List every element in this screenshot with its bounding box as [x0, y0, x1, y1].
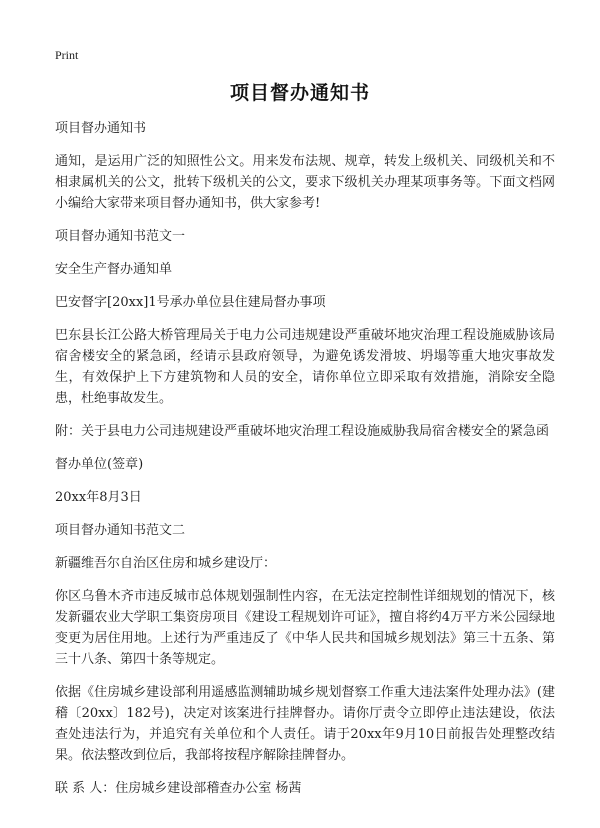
paragraph-contact: 联 系 人：住房城乡建设部稽查办公室 杨茜 [55, 781, 302, 796]
paragraph-subtitle: 项目督办通知书 [55, 121, 147, 136]
paragraph-violation: 你区乌鲁木齐市违反城市总体规划强制性内容，在无法定控制性详细规划的情况下，核发新疆农业大学职工集资房项目《建设工程规划许可证》，擅自将约4万平方米公园绿地变更为居住用地。上述行为严重违反了《中华人民共和国城乡规划法》第三十五条、第三十八条、第四十条等规定。 [55, 589, 555, 667]
paragraph-decision: 依据《住房城乡建设部利用遥感监测辅助城乡规划督察工作重大违法案件处理办法》(建稽〔20xx〕182号)，决定对该案进行挂牌督办。请你厅责令立即停止违法建设，依法查处违法行为，并追究有关单位和个人责任。请于20xx年9月10日前报告处理整改结果。依法整改到位后，我部将按程序解除挂牌督办。 [55, 685, 555, 763]
paragraph-attachment: 附：关于县电力公司违规建设严重破坏地灾治理工程设施威胁我局宿舍楼安全的紧急函 [55, 424, 550, 439]
paragraph-intro: 通知，是运用广泛的知照性公文。用来发布法规、规章，转发上级机关、同级机关和不相隶属机关的公文，批转下级机关的公文，要求下级机关办理某项事务等。下面文档网小编给大家带来项目督办通知书，供大家参考! [55, 154, 555, 211]
paragraph-notice-body: 巴东县长江公路大桥管理局关于电力公司违规建设严重破坏地灾治理工程设施威胁该局宿舍楼安全的紧急函，经请示县政府领导，为避免诱发滑坡、坍塌等重大地灾事故发生，有效保护上下方建筑物和人员的安全，请你单位立即采取有效措施，消除安全隐患，杜绝事故发生。 [55, 328, 555, 406]
paragraph-document-number: 巴安督字[20xx]1号承办单位县住建局督办事项 [55, 295, 326, 310]
paragraph-sample-one-heading: 项目督办通知书范文一 [55, 229, 186, 244]
page-title: 项目督办通知书 [229, 82, 370, 104]
print-link[interactable]: Print [55, 48, 79, 62]
paragraph-date: 20xx年8月3日 [55, 490, 142, 505]
paragraph-notice-title: 安全生产督办通知单 [55, 262, 173, 277]
paragraph-recipient: 新疆维吾尔自治区住房和城乡建设厅： [55, 556, 277, 571]
paragraph-sample-two-heading: 项目督办通知书范文二 [55, 523, 186, 538]
document-body [55, 118, 555, 811]
paragraph-issuer: 督办单位(签章) [55, 457, 144, 472]
